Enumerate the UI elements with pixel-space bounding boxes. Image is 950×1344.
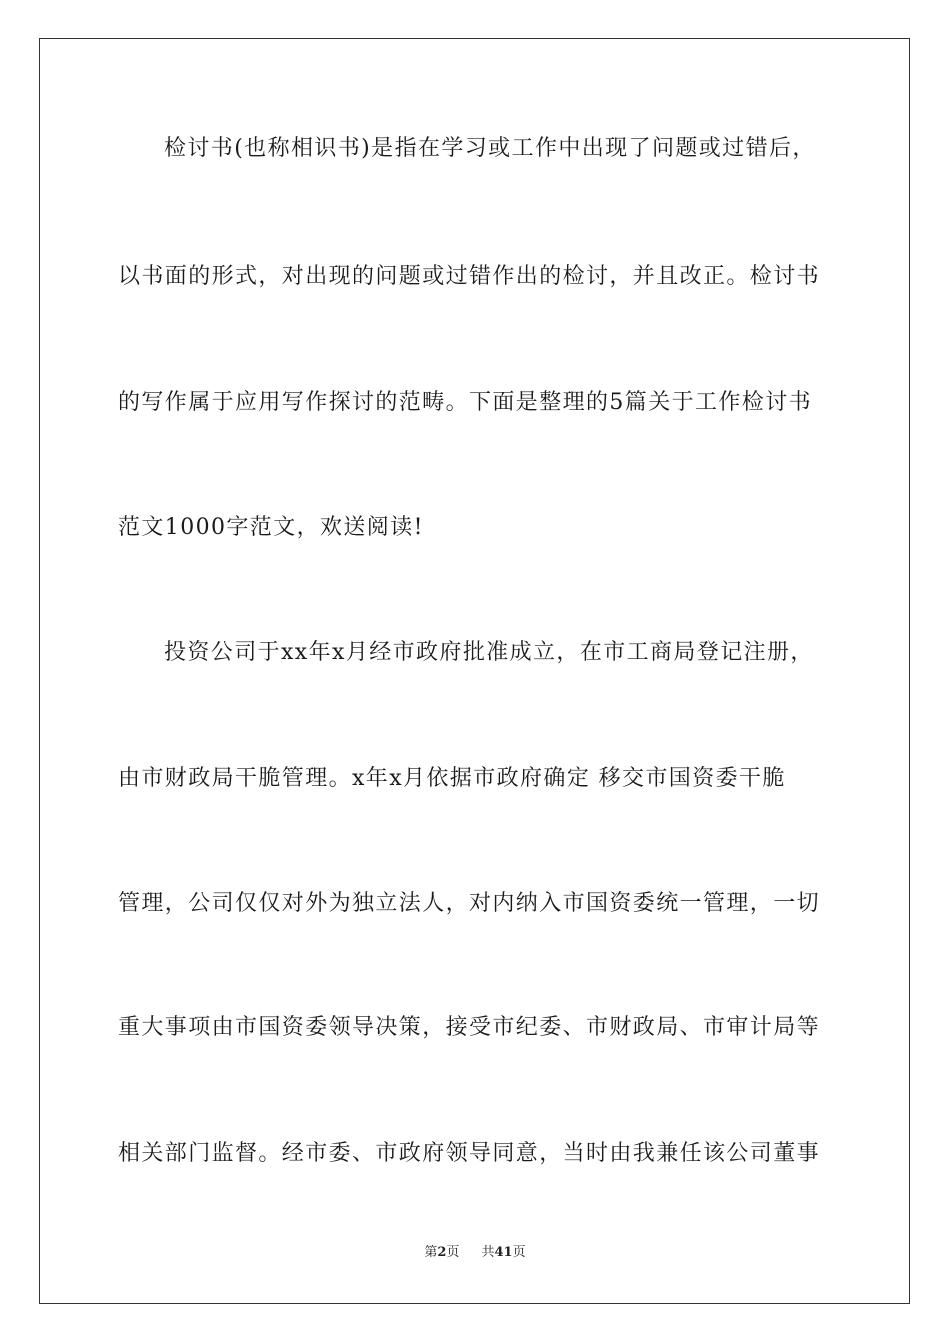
paragraph-2-line-2: 由市财政局干脆管理。x年x月依据市政府确定 移交市国资委干脆: [118, 766, 786, 791]
paragraph-2-line-5: 相关部门监督。经市委、市政府领导同意，当时由我兼任该公司董事: [118, 1141, 821, 1166]
page-number: 2: [437, 1245, 447, 1260]
page-border: [39, 38, 910, 1304]
paragraph-2-line-3: 管理，公司仅仅对外为独立法人，对内纳入市国资委统一管理，一切: [118, 891, 821, 916]
paragraph-2-line-1: 投资公司于xx年x月经市政府批准成立，在市工商局登记注册，: [164, 640, 814, 665]
paragraph-1-line-4: 范文1000字范文，欢送阅读!: [118, 515, 424, 540]
page-suffix: 页: [446, 1245, 460, 1260]
page-prefix: 第: [424, 1245, 438, 1260]
total-prefix: 共: [481, 1245, 495, 1260]
total-pages: 41: [494, 1245, 513, 1260]
page-footer: [0, 1244, 950, 1262]
paragraph-1-line-2: 以书面的形式，对出现的问题或过错作出的检讨，并且改正。检讨书: [118, 264, 821, 289]
paragraph-1-line-3: 的写作属于应用写作探讨的范畴。下面是整理的5篇关于工作检讨书: [118, 390, 812, 415]
paragraph-1-line-1: 检讨书(也称相识书)是指在学习或工作中出现了问题或过错后，: [164, 136, 816, 161]
total-suffix: 页: [512, 1245, 526, 1260]
paragraph-2-line-4: 重大事项由市国资委领导决策，接受市纪委、市财政局、市审计局等: [118, 1015, 821, 1040]
